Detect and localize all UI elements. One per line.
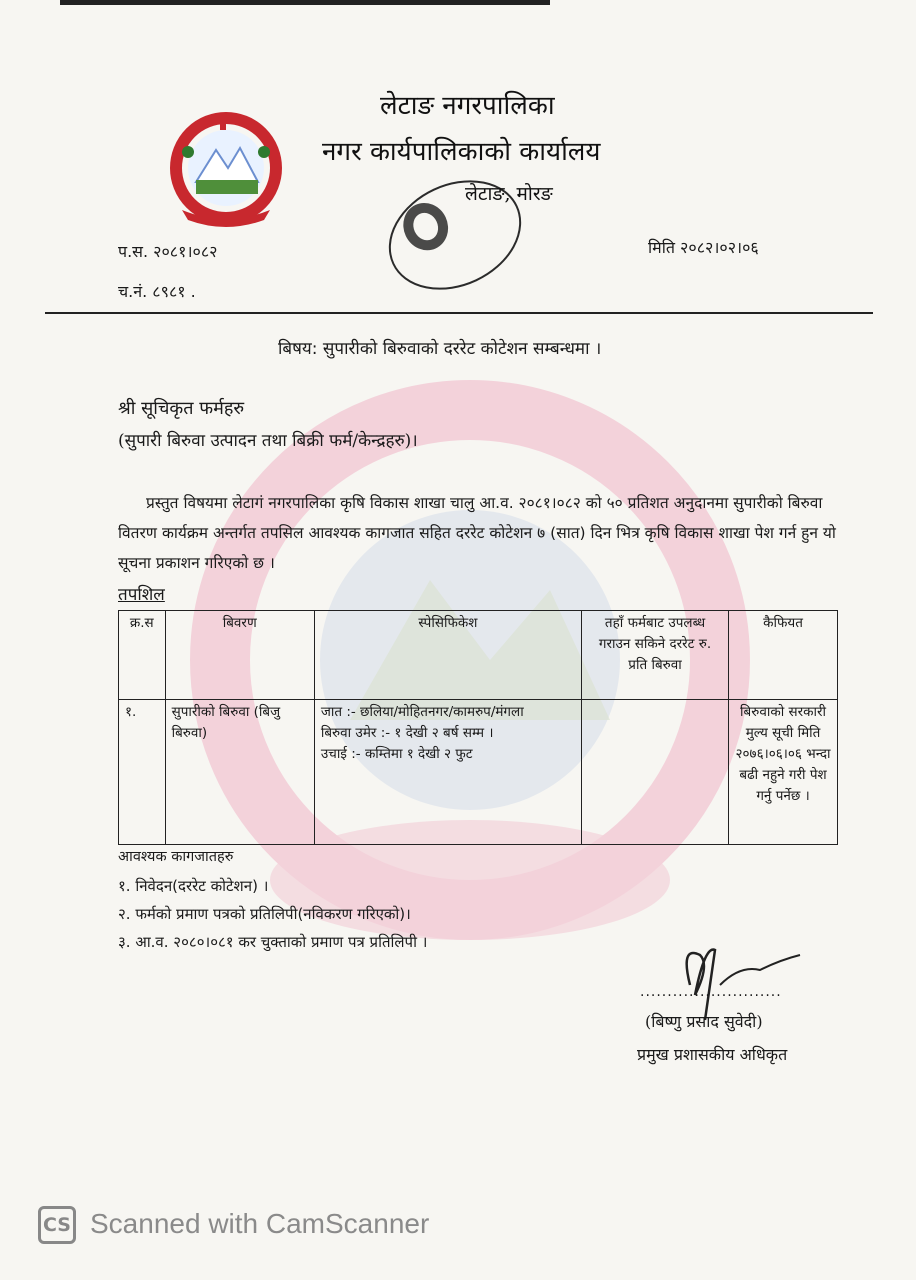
document-item: ३. आ.व. २०८०।०८१ कर चुक्ताको प्रमाण पत्र प्रतिलिपी ।: [118, 933, 428, 951]
reference-number: प.स. २०८१।०८२: [118, 242, 218, 261]
document-item: १. निवेदन(दररेट कोटेशन) ।: [118, 877, 269, 895]
cell-specification: [314, 700, 581, 845]
org-name: लेटाङ नगरपालिका: [380, 91, 555, 121]
col-header-sn: क्र.स: [119, 611, 166, 700]
office-name: नगर कार्यपालिकाको कार्यालय: [322, 137, 601, 167]
col-header-rate: तहाँ फर्मबाट उपलब्ध गराउन सकिने दररेट रु. प्रति बिरुवा: [581, 611, 728, 700]
spec-age: बिरुवा उमेर :- १ देखी २ बर्ष सम्म ।: [320, 725, 494, 742]
signature-dots: ..........................: [640, 984, 782, 1000]
office-location: लेटाङ, मोरङ: [465, 183, 553, 205]
spec-variety: जात :- छलिया/मोहितनगर/कामरुप/मंगला: [320, 704, 524, 721]
table-header-row: [119, 611, 838, 700]
top-edge-bar: [60, 0, 550, 5]
cell-remarks: बिरुवाको सरकारी मुल्य सूची मिति २०७६।०६।०६ भन्दा बढी नहुने गरी पेश गर्नु पर्नेछ ।: [729, 700, 838, 845]
specification-table: [118, 610, 838, 845]
addressee-line1: श्री सूचिकृत फर्महरु: [118, 398, 245, 419]
letter-subject: बिषय: सुपारीको बिरुवाको दररेट कोटेशन सम्बन्धमा ।: [278, 339, 602, 359]
nepal-emblem-logo: [168, 112, 284, 230]
cell-description: सुपारीको बिरुवा (बिजु बिरुवा): [165, 700, 314, 845]
cell-sn: १.: [119, 700, 166, 845]
dispatch-number: च.नं. ८९८१ .: [118, 282, 196, 301]
col-header-remarks: कैफियत: [729, 611, 838, 700]
col-header-description: बिवरण: [165, 611, 314, 700]
signatory-title: प्रमुख प्रशासकीय अधिकृत: [637, 1045, 788, 1064]
letter-date: मिति २०८२।०२।०६: [648, 238, 759, 257]
camscanner-logo: CS: [38, 1206, 76, 1244]
spec-height: उचाई :- कम्तिमा १ देखी २ फुट: [320, 746, 473, 763]
col-header-specification: स्पेसिफिकेश: [314, 611, 581, 700]
document-item: २. फर्मको प्रमाण पत्रको प्रतिलिपी(नविकरण गरिएको)।: [118, 905, 411, 923]
details-heading: तपशिल: [118, 585, 165, 605]
scanner-watermark-text: Scanned with CamScanner: [90, 1208, 430, 1239]
cell-rate: [581, 700, 728, 845]
table-row: [119, 700, 838, 845]
documents-title: आवश्यक कागजातहरु: [118, 849, 234, 865]
header-divider: [45, 312, 873, 314]
addressee-line2: (सुपारी बिरुवा उत्पादन तथा बिक्री फर्म/केन्द्रहरु)।: [118, 431, 418, 451]
body-paragraph: प्रस्तुत विषयमा लेटागं नगरपालिका कृषि विकास शाखा चालु आ.व. २०८१।०८२ को ५० प्रतिशत अनुदानमा सुपारीको बिरुवा वितरण कार्यक्रम अन्तर्गत तपसिल आवश्यक कागजात सहित दररेट कोटेशन ७ (सात) दिन भित्र कृषि विकास शाखा पेश गर्न हुन यो सूचना प्रकाशन गरिएको छ ।: [118, 494, 836, 572]
signatory-name: (बिष्णु प्रसाद सुवेदी): [645, 1012, 763, 1031]
